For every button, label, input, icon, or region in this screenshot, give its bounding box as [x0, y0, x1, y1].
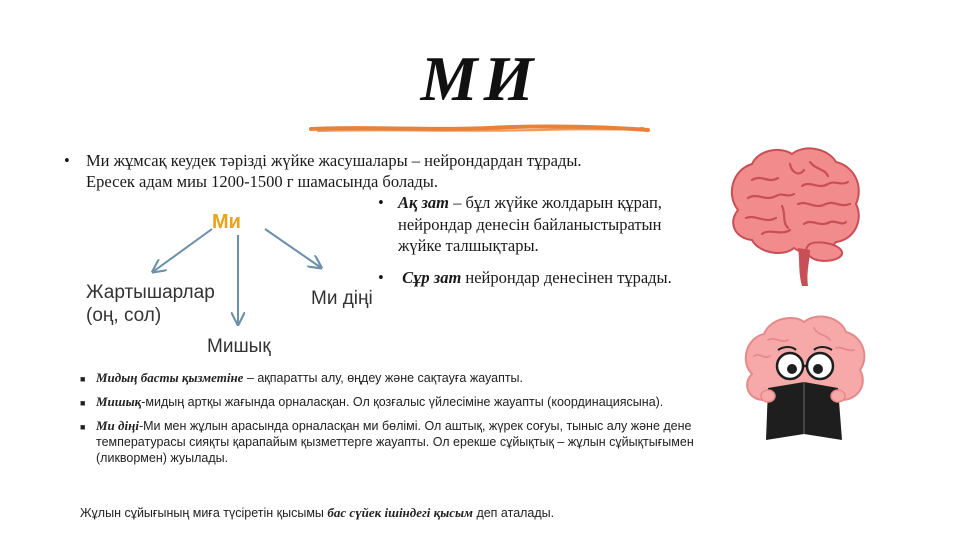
- diagram-hemispheres-line-1: Жартышарлар: [86, 282, 215, 303]
- footer-note: [80, 505, 554, 521]
- note-item: [80, 418, 705, 466]
- note-term: Ми діңі: [96, 418, 139, 433]
- note-item: [80, 370, 705, 387]
- bullet-icon: •: [378, 193, 384, 212]
- diagram-cerebellum-label: Мишық: [207, 336, 271, 357]
- note-text: -Ми мен жұлын арасында орналасқан ми бөлімі. Ол аштық, жүрек соғуы, тыныс алу және дене температурасы сияқты қарапайым қызметтерге жауапты. Ол ерекше сұйықтық – жұлын сұйықтығымен (ликвормен) жуылады.: [96, 419, 694, 465]
- bullet-icon: •: [64, 151, 70, 170]
- arrow-left: [154, 229, 212, 271]
- diagram-brainstem-label: Ми діңі: [311, 288, 373, 309]
- white-matter-term: Ақ зат: [398, 193, 450, 212]
- white-matter-text: – бұл жүйке жолдарын құрап, нейрондар денесін байланыстыратын жүйке талшықтары.: [398, 193, 662, 255]
- square-bullet-icon: ■: [80, 422, 86, 432]
- grey-matter-text: нейрондар денесінен тұрады.: [461, 267, 672, 287]
- grey-matter-item: [378, 267, 678, 289]
- diagram-hemispheres-line-2: (оң, сол): [86, 305, 162, 326]
- intro-line-1: Ми жұмсақ кеудек тәрізді жүйке жасушалары – нейрондардан тұрады.: [86, 151, 582, 170]
- footer-text-after: деп аталады.: [472, 506, 555, 520]
- note-text: – ақпаратты алу, өңдеу және сақтауға жауапты.: [243, 371, 524, 385]
- square-bullet-icon: ■: [80, 374, 86, 384]
- note-item: [80, 394, 705, 411]
- intro-paragraph: [62, 150, 712, 192]
- note-text: -мидың артқы жағында орналасқан. Ол қозғалыс үйлесіміне жауапты (координациясына).: [141, 395, 664, 409]
- note-term: Мидың басты қызметіне: [96, 370, 244, 385]
- diagram-root-label: Ми: [212, 211, 241, 233]
- brain-icon: [718, 140, 868, 290]
- notes-list: [80, 370, 705, 473]
- note-term: Мишық: [96, 394, 142, 409]
- title-underline: [308, 122, 653, 136]
- brain-parts-diagram: [80, 205, 410, 365]
- arrow-right: [265, 229, 320, 267]
- intro-line-2: Ересек адам миы 1200-1500 г шамасында болады.: [86, 172, 439, 191]
- square-bullet-icon: ■: [80, 398, 86, 408]
- bullet-icon: •: [378, 267, 384, 287]
- grey-matter-term: Сұр зат: [402, 267, 462, 287]
- footer-emphasis: бас сүйек ішіндегі қысым: [327, 505, 473, 520]
- page-title: МИ: [420, 43, 540, 114]
- white-matter-item: [378, 192, 678, 257]
- diagram-hemispheres-label: [86, 281, 215, 327]
- footer-text-before: Жұлын сұйығының миға түсіретін қысымы: [80, 506, 328, 520]
- reading-brain-icon: [738, 312, 868, 452]
- matter-list: [378, 192, 678, 288]
